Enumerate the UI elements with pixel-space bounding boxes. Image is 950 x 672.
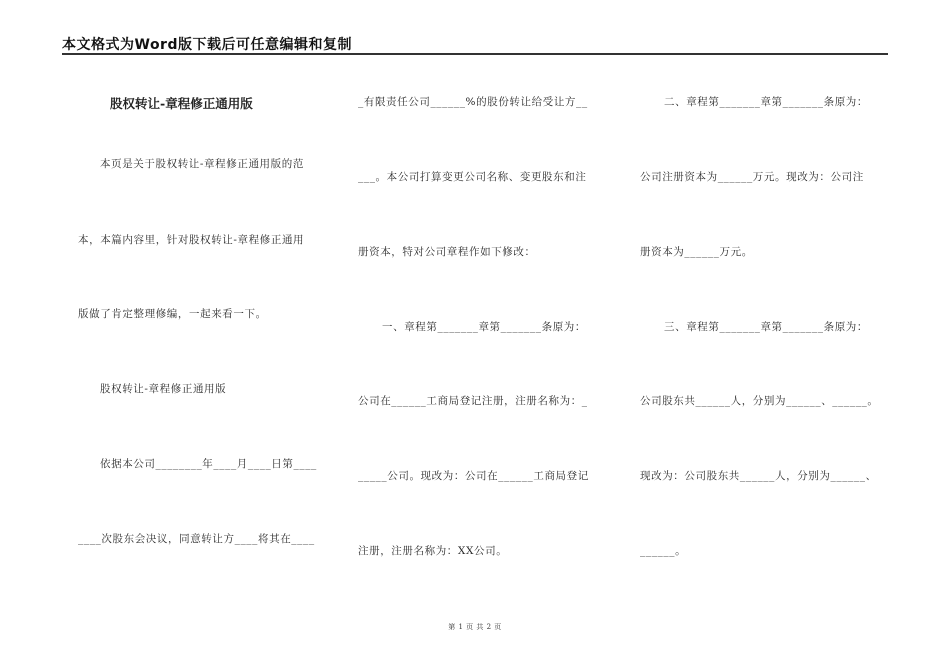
- clause-line: 三、章程第_______章第_______条原为：: [664, 321, 868, 333]
- paragraph-line: 依据本公司________年____月____日第____: [100, 458, 317, 470]
- paragraph-line: 公司股东共______人，分别为______、______。: [640, 395, 879, 407]
- header-divider: [62, 53, 888, 55]
- paragraph-line: _有限责任公司______%的股份转让给受让方__: [358, 96, 588, 108]
- paragraph-line: 注册，注册名称为：XX公司。: [358, 545, 508, 557]
- paragraph-line: 本页是关于股权转让-章程修正通用版的范: [100, 158, 304, 170]
- paragraph-line: ______。: [640, 545, 687, 557]
- document-header: 本文格式为Word版下载后可任意编辑和复制: [62, 37, 352, 53]
- clause-line: 一、章程第_______章第_______条原为：: [382, 321, 586, 333]
- document-title: 股权转让-章程修正通用版: [110, 96, 253, 111]
- paragraph-line: ___。本公司打算变更公司名称、变更股东和注: [358, 171, 587, 183]
- paragraph-line: 册资本，特对公司章程作如下修改：: [358, 246, 536, 258]
- paragraph-line: 本，本篇内容里，针对股权转让-章程修正通用: [78, 234, 305, 246]
- paragraph-line: ____次股东会决议，同意转让方____将其在____: [78, 533, 315, 545]
- paragraph-line: _____公司。现改为：公司在______工商局登记: [358, 470, 589, 482]
- clause-line: 二、章程第_______章第_______条原为：: [664, 96, 868, 108]
- paragraph-line: 公司注册资本为______万元。现改为：公司注: [640, 171, 864, 183]
- section-heading: 股权转让-章程修正通用版: [100, 383, 227, 395]
- paragraph-line: 公司在______工商局登记注册，注册名称为：_: [358, 395, 588, 407]
- page-number: 第 1 页 共 2 页: [448, 623, 502, 631]
- paragraph-line: 册资本为______万元。: [640, 246, 753, 258]
- paragraph-line: 现改为：公司股东共______人，分别为______、: [640, 470, 877, 482]
- paragraph-line: 版做了肯定整理修编，一起来看一下。: [78, 308, 267, 320]
